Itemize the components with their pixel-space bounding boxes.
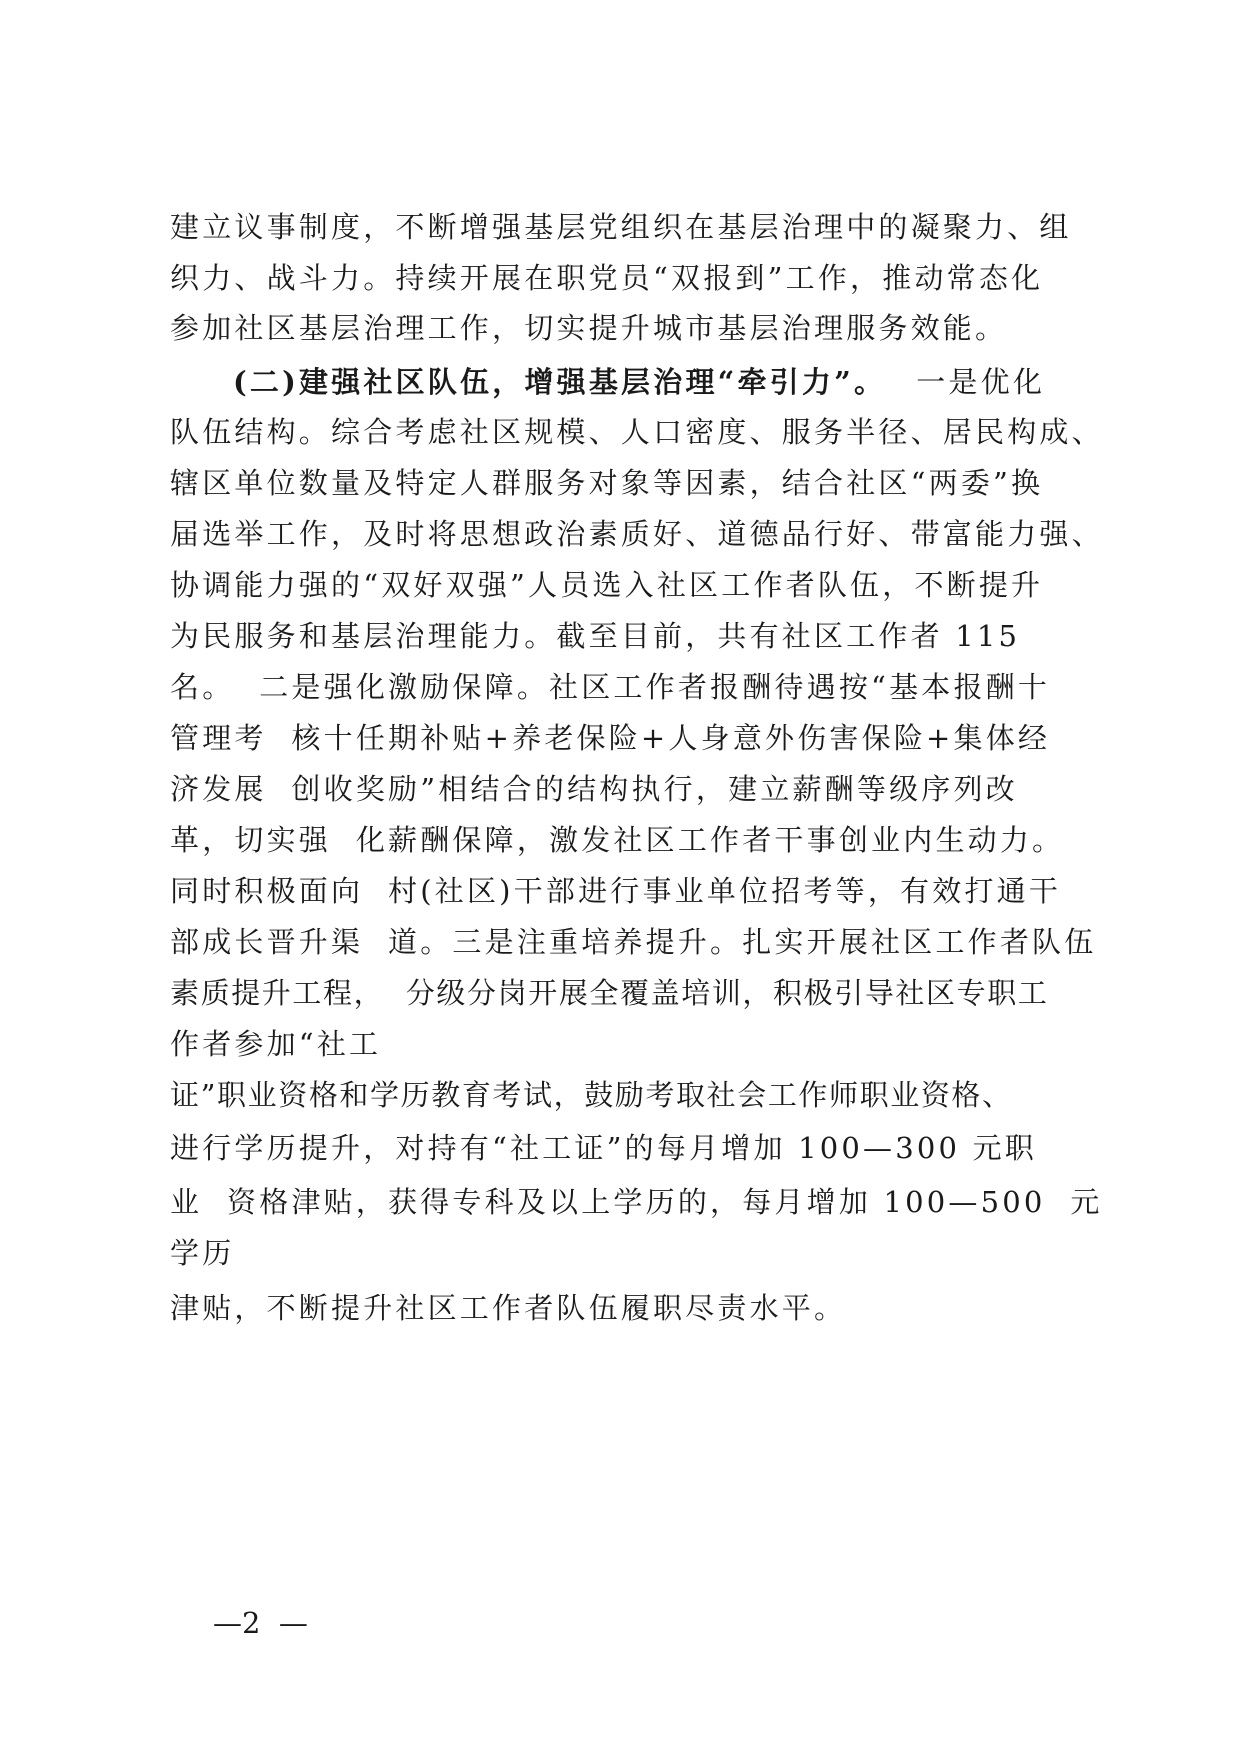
section-heading: (二)建强社区队伍，增强基层治理“牵引力”。 bbox=[233, 365, 887, 399]
body-text-line: 部成长晋升渠 道。三是注重培养提升。扎实开展社区工作者队伍 bbox=[170, 925, 1097, 959]
body-text-line: 进行学历提升，对持有“社工证”的每月增加 100—300 元职 bbox=[170, 1131, 1037, 1165]
body-text-line: 济发展 创收奖励”相结合的结构执行，建立薪酬等级序列改 bbox=[170, 772, 1018, 806]
body-text-line: 名。 二是强化激励保障。社区工作者报酬待遇按“基本报酬十 bbox=[170, 670, 1051, 704]
body-text-line: 革，切实强 化薪酬保障，激发社区工作者干事创业内生动力。 bbox=[170, 823, 1065, 857]
body-text-line: 参加社区基层治理工作，切实提升城市基层治理服务效能。 bbox=[170, 311, 1008, 345]
body-text-line: 一是优化 bbox=[916, 365, 1046, 399]
body-text-line: 证”职业资格和学历教育考试，鼓励考取社会工作师职业资格、 bbox=[170, 1078, 1013, 1112]
body-text-line: 同时积极面向 村(社区)干部进行事业单位招考等，有效打通干 bbox=[170, 874, 1062, 908]
body-text-line: 业 资格津贴，获得专科及以上学历的，每月增加 100—500 元 bbox=[170, 1185, 1103, 1219]
body-text-line: 织力、战斗力。持续开展在职党员“双报到”工作，推动常态化 bbox=[170, 261, 1044, 295]
body-text-line: 辖区单位数量及特定人群服务对象等因素，结合社区“两委”换 bbox=[170, 466, 1044, 500]
body-text-line: 队伍结构。综合考虑社区规模、人口密度、服务半径、居民构成、 bbox=[170, 415, 1104, 449]
body-text-line: 届选举工作，及时将思想政治素质好、道德品行好、带富能力强、 bbox=[170, 517, 1104, 551]
body-text-line: 作者参加“社工 bbox=[170, 1027, 382, 1061]
body-text-line: 管理考 核十任期补贴+养老保险+人身意外伤害保险+集体经 bbox=[170, 721, 1051, 755]
body-text-line: 素质提升工程， 分级分岗开展全覆盖培训，积极引导社区专职工 bbox=[170, 976, 1049, 1010]
body-text-line: 学历 bbox=[170, 1236, 235, 1270]
body-text-line: 津贴，不断提升社区工作者队伍履职尽责水平。 bbox=[170, 1291, 847, 1325]
body-text-line: 协调能力强的“双好双强”人员选入社区工作者队伍，不断提升 bbox=[170, 568, 1044, 602]
page-number: —2 — bbox=[213, 1606, 308, 1640]
section-heading-line bbox=[233, 362, 1045, 402]
body-text-line: 建立议事制度，不断增强基层党组织在基层治理中的凝聚力、组 bbox=[170, 210, 1072, 244]
body-text-line: 为民服务和基层治理能力。截至目前，共有社区工作者 115 bbox=[170, 619, 1021, 653]
